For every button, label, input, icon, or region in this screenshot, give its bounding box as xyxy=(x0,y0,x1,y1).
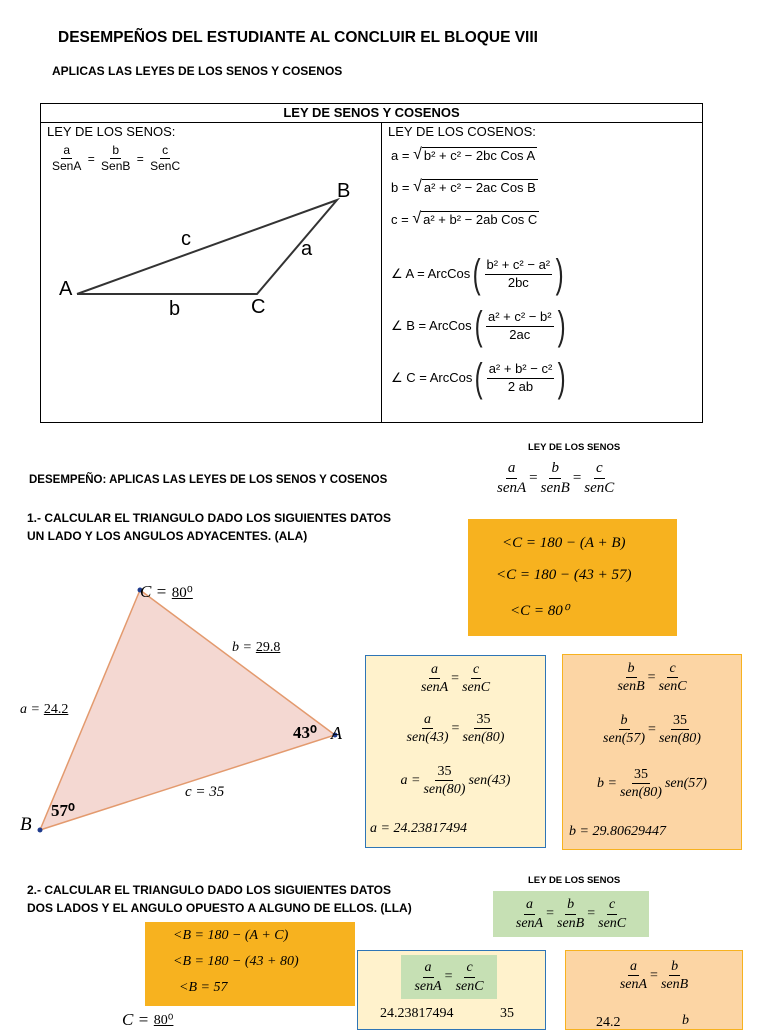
angle-step-3: <C = 80⁰ xyxy=(510,603,569,619)
formula-lhs: ∠ B = ArcCos xyxy=(391,318,472,333)
lhs: b = xyxy=(597,775,617,791)
cosine-a-formula: a = √ b² + c² − 2bc Cos A xyxy=(391,146,536,163)
frac-den: sen(80) xyxy=(658,731,701,747)
problem-2-line-2: DOS LADOS Y EL ANGULO OPUESTO A ALGUNO DE ELLOS. (LLA) xyxy=(27,901,412,915)
frac-den: SenB xyxy=(101,159,131,174)
result-a: a = 24.23817494 xyxy=(370,821,467,836)
side-label: b = xyxy=(232,640,252,655)
law-label-2: LEY DE LOS SENOS xyxy=(528,875,621,886)
frac-den: sen(80) xyxy=(462,730,505,746)
frac-num: b xyxy=(110,144,121,159)
frac-den: SenA xyxy=(52,159,82,174)
angle-step-1: <C = 180 − (A + B) xyxy=(502,535,626,551)
frac-num: b² + c² − a² xyxy=(485,258,553,274)
section-heading: DESEMPEÑO: APLICAS LAS LEYES DE LOS SENOS Y COSENOS xyxy=(29,474,388,486)
page-title: DESEMPEÑOS DEL ESTUDIANTE AL CONCLUIR EL BLOQUE VIII xyxy=(58,29,538,46)
frac-den: sen(80) xyxy=(423,782,466,798)
radicand: a² + c² − 2ac Cos B xyxy=(423,180,536,195)
frac-num: c xyxy=(594,460,605,479)
frac-den: sen(80) xyxy=(619,785,662,801)
frac-den: senB xyxy=(617,679,645,695)
frac-den: senB xyxy=(540,479,570,496)
frac-den: 2bc xyxy=(507,274,529,290)
angle-A-value: 43⁰ xyxy=(293,723,317,742)
side-b-label: b xyxy=(169,298,181,320)
frac-num: a xyxy=(524,897,535,914)
problem-2-line-1: 2.- CALCULAR EL TRIANGULO DADO LOS SIGUIENTES DATOS xyxy=(27,883,392,897)
proportion-row: $\frac{a}{\text{senA}}$ = $\frac{b}{\text{senB}}$ xyxy=(619,959,689,993)
solve-b-box-2 xyxy=(565,950,743,1030)
law-label: LEY DE LOS SENOS xyxy=(528,442,621,453)
frac-den: senC xyxy=(598,915,627,931)
side-value: 29.8 xyxy=(255,640,281,655)
vertex-A-label: A xyxy=(331,723,342,743)
factor: sen(57) xyxy=(664,775,707,791)
frac-num: c xyxy=(667,661,677,678)
frac-num: 35 xyxy=(474,712,492,729)
frac-den: sen(43) xyxy=(406,730,449,746)
angle-value: 80⁰ xyxy=(153,1012,174,1028)
angle-step-2: <B = 180 − (43 + 80) xyxy=(173,954,299,969)
arccos-B-formula: ∠ B = ArcCos ( $\frac{\text{a² + c² − b²}}{2ac}$ ) xyxy=(391,304,566,348)
reference-triangle xyxy=(41,164,381,324)
frac-den: sen(57) xyxy=(603,731,646,747)
frac-num: a² + c² − b² xyxy=(486,310,554,326)
arccos-C-formula: ∠ C = ArcCos ( $\frac{\text{a² + b² − c²}}{2 ab}$ ) xyxy=(391,356,566,400)
solve-b-box xyxy=(562,654,742,850)
frac-den: 2ac xyxy=(509,326,531,342)
frac-den: senC xyxy=(584,479,615,496)
isolate-row xyxy=(563,767,741,801)
vertex-B-label: B xyxy=(20,814,32,835)
frac-den: senC xyxy=(455,978,484,994)
formula-lhs: c = xyxy=(391,211,409,227)
side-a-label: a xyxy=(301,238,313,260)
angle-value: 80⁰ xyxy=(171,584,193,601)
numerator-a: 24.2 xyxy=(596,1015,621,1030)
vertex-C-label: C xyxy=(251,296,266,318)
table-header: LEY DE SENOS Y COSENOS xyxy=(41,104,702,123)
angle-b-box xyxy=(145,922,355,1006)
numerator-b: b xyxy=(682,1013,689,1028)
table-divider xyxy=(381,122,382,422)
frac-den: senC xyxy=(658,679,687,695)
frac-num: c xyxy=(471,662,481,679)
frac-den: senA xyxy=(414,978,442,994)
substitution-row: $\frac{a}{\text{sen(43)}}$ = $\frac{35}{\text{sen(80)}}$ xyxy=(406,712,505,746)
sines-law-italic: $\frac{a}{\text{senA}}$ = $\frac{b}{\text{senB}}$ = $\frac{c}{\text{senC}}$ xyxy=(497,460,615,496)
vertex-A-label: A xyxy=(59,278,73,300)
sines-law-title: LEY DE LOS SENOS: xyxy=(47,124,176,139)
frac-num: b xyxy=(619,713,630,730)
arccos-A-formula: ∠ A = ArcCos ( $\frac{\text{b² + c² − a²}}{2bc}$ ) xyxy=(391,252,564,296)
frac-den: senA xyxy=(619,977,648,993)
problem-1-line-2: UN LADO Y LOS ANGULOS ADYACENTES. (ALA) xyxy=(27,529,308,543)
cosine-c-formula: c = √ a² + b² − 2ab Cos C xyxy=(391,210,538,227)
isolate-row xyxy=(366,764,545,798)
frac-den: senB xyxy=(660,977,689,993)
frac-den: senA xyxy=(515,915,544,931)
numerator-c: 35 xyxy=(500,1006,514,1021)
frac-num: b xyxy=(626,661,637,678)
frac-num: b xyxy=(549,460,561,479)
frac-num: 35 xyxy=(632,767,650,784)
frac-num: b xyxy=(565,897,576,914)
radicand: a² + b² − 2ab Cos C xyxy=(423,212,538,227)
frac-den: 2 ab xyxy=(507,378,534,394)
frac-den: senA xyxy=(497,479,527,496)
side-c-label: c xyxy=(181,228,191,250)
formula-lhs: a = xyxy=(391,147,410,163)
vertex-label: C = xyxy=(122,1010,150,1029)
frac-den: senC xyxy=(462,680,491,696)
side-c-value: c = 35 xyxy=(185,784,225,800)
sines-law-green: $\frac{a}{\text{senA}}$ = $\frac{b}{\text{senB}}$ = $\frac{c}{\text{senC}}$ xyxy=(493,891,649,937)
proportion-row: $\frac{b}{\text{senB}}$ = $\frac{c}{\text{senC}}$ xyxy=(617,661,687,695)
proportion-row: $\frac{a}{\text{senA}}$ = $\frac{c}{\text{senC}}$ xyxy=(420,662,491,696)
frac-num: a xyxy=(422,712,433,729)
frac-num: c xyxy=(160,144,170,159)
formula-lhs: ∠ A = ArcCos xyxy=(391,266,471,281)
frac-num: 35 xyxy=(435,764,453,781)
page-subtitle: APLICAS LAS LEYES DE LOS SENOS Y COSENOS xyxy=(52,64,343,78)
result-b: b = 29.80629447 xyxy=(569,824,666,839)
formula-lhs: b = xyxy=(391,179,410,195)
radicand: b² + c² − 2bc Cos A xyxy=(423,148,536,163)
problem-1-line-1: 1.- CALCULAR EL TRIANGULO DADO LOS SIGUIENTES DATOS xyxy=(27,511,392,525)
vertex-label: C = xyxy=(140,582,168,601)
angle-C-partial xyxy=(122,1010,173,1030)
frac-den: SenC xyxy=(150,159,181,174)
substitution-row: $\frac{b}{\text{sen(57)}}$ = $\frac{35}{\text{sen(80)}}$ xyxy=(603,713,701,747)
frac-num: a xyxy=(506,460,518,479)
lhs: a = xyxy=(400,772,421,788)
angle-B-value: 57⁰ xyxy=(51,801,75,820)
angle-step-2: <C = 180 − (43 + 57) xyxy=(496,567,632,583)
frac-num: c xyxy=(464,960,474,977)
formula-lhs: ∠ C = ArcCos xyxy=(391,370,473,385)
sines-law-formula: $\frac{a}{\text{SenA}}$ = $\frac{b}{\text{SenB}}$ = $\frac{c}{\text{SenC}}$ xyxy=(52,143,181,174)
numerator-a: 24.23817494 xyxy=(380,1006,454,1021)
frac-den: senA xyxy=(420,680,449,696)
frac-num: a xyxy=(429,662,440,679)
angle-c-box xyxy=(468,519,677,636)
solve-a-box xyxy=(365,655,546,848)
frac-num: a² + b² − c² xyxy=(487,362,555,378)
frac-den: senB xyxy=(557,915,585,931)
solve-a-box-2 xyxy=(357,950,546,1030)
vertex-B-label: B xyxy=(337,180,351,202)
frac-num: a xyxy=(423,960,434,977)
side-label: a = xyxy=(20,702,40,717)
side-a-value xyxy=(20,702,68,718)
frac-num: 35 xyxy=(671,713,689,730)
frac-num: a xyxy=(628,959,639,976)
angle-C-label xyxy=(140,582,193,602)
factor: sen(43) xyxy=(468,772,511,788)
side-b-value xyxy=(232,640,280,656)
side-value: 24.2 xyxy=(43,702,69,717)
laws-table xyxy=(40,103,703,423)
cosine-b-formula: b = √ a² + c² − 2ac Cos B xyxy=(391,178,536,195)
angle-step-3: <B = 57 xyxy=(179,980,228,995)
cosines-law-title: LEY DE LOS COSENOS: xyxy=(388,124,536,139)
frac-num: c xyxy=(607,897,617,914)
angle-step-1: <B = 180 − (A + C) xyxy=(173,928,289,943)
frac-num: b xyxy=(669,959,680,976)
highlighted-proportion: $\frac{a}{\text{senA}}$ = $\frac{c}{\text{senC}}$ xyxy=(401,955,497,999)
frac-num: a xyxy=(61,144,72,159)
